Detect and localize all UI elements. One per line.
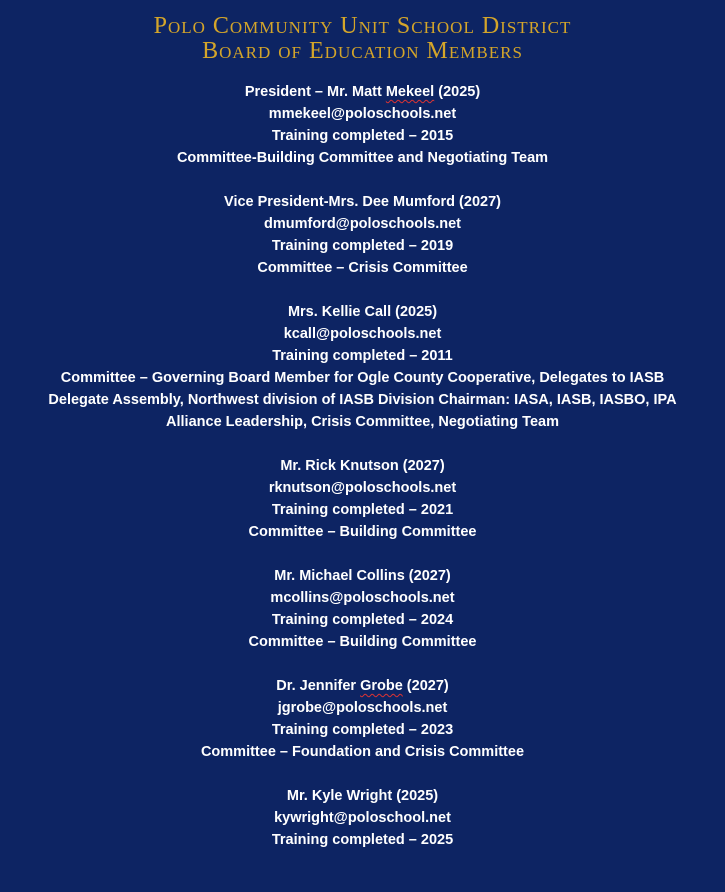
- member-email: dmumford@poloschools.net: [264, 216, 461, 232]
- member-training: Training completed – 2025: [271, 832, 454, 848]
- member-entry: [0, 675, 725, 763]
- member-email: jgrobe@poloschools.net: [277, 700, 448, 716]
- member-committee: Committee – Governing Board Member for Ogle County Cooperative, Delegates to IASB Delegate Assembly, Northwest division of IASB Division Chairman: IASA, IASB, IASBO, IPA Alliance Leadership, Crisis Committee, Negotiating Team: [48, 370, 677, 430]
- member-name: Dr. Jennifer Grobe (2027): [276, 678, 449, 694]
- member-email: rknutson@poloschools.net: [268, 480, 457, 496]
- member-entry: [0, 455, 725, 543]
- member-email: mcollins@poloschools.net: [270, 590, 455, 606]
- member-committee: Committee – Building Committee: [248, 634, 477, 650]
- member-name: Mrs. Kellie Call (2025): [287, 304, 438, 320]
- member-entry: [0, 191, 725, 279]
- member-name: Mr. Kyle Wright (2025): [286, 788, 439, 804]
- member-email: kywright@poloschool.net: [274, 810, 451, 826]
- member-committee: Committee – Foundation and Crisis Committee: [200, 744, 525, 760]
- member-name: President – Mr. Matt Mekeel (2025): [244, 84, 481, 100]
- member-entry: [0, 565, 725, 653]
- member-entry: [0, 301, 725, 433]
- member-committee: Committee-Building Committee and Negotiating Team: [176, 150, 549, 166]
- member-committee: Committee – Building Committee: [248, 524, 477, 540]
- member-committee: Committee – Crisis Committee: [257, 260, 468, 276]
- member-entry: [0, 81, 725, 169]
- member-training: Training completed – 2015: [271, 128, 454, 144]
- member-training: Training completed – 2023: [271, 722, 454, 738]
- member-entry: [0, 785, 725, 851]
- member-training: Training completed – 2024: [271, 612, 454, 628]
- member-training: Training completed – 2021: [271, 502, 454, 518]
- member-name: Mr. Michael Collins (2027): [274, 568, 451, 584]
- member-name: Mr. Rick Knutson (2027): [280, 458, 445, 474]
- member-name: Vice President-Mrs. Dee Mumford (2027): [224, 194, 501, 210]
- member-email: mmekeel@poloschools.net: [268, 106, 457, 122]
- district-title: Polo Community Unit School District: [153, 13, 572, 39]
- board-title: Board of Education Members: [202, 38, 523, 64]
- member-training: Training completed – 2011: [272, 348, 453, 364]
- spellcheck-word: Grobe: [360, 678, 403, 694]
- member-training: Training completed – 2019: [271, 238, 454, 254]
- member-email: kcall@poloschools.net: [283, 326, 442, 342]
- spellcheck-word: Mekeel: [385, 84, 435, 100]
- member-list: [0, 81, 725, 873]
